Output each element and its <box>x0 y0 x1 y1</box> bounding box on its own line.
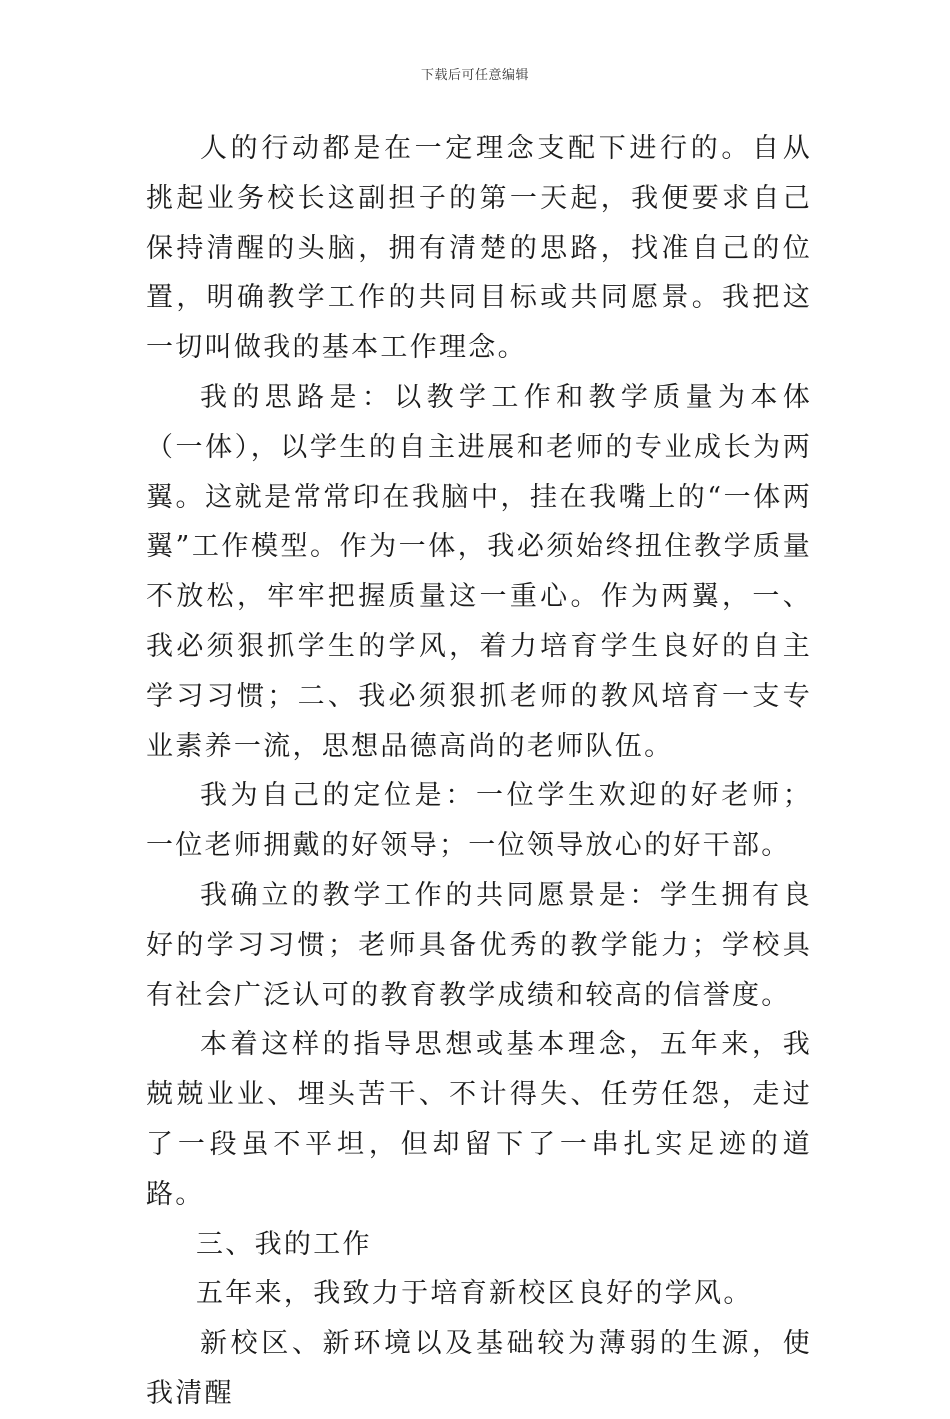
paragraph-five-years-summary: 本着这样的指导思想或基本理念，五年来，我兢兢业业、埋头苦干、不计得失、任劳任怨，走过了一段虽不平坦，但却留下了一串扎实足迹的道路。 <box>146 1029 812 1210</box>
paragraph-one-body-two-wings: 我的思路是：以教学工作和教学质量为本体（一体），以学生的自主进展和老师的专业成长为两翼。这就是常常印在我脑中，挂在我嘴上的“一体两翼”工作模型。作为一体，我必须始终扭住教学质量不放松，牢牢把握质量这一重心。作为两翼，一、我必须狠抓学生的学风，着力培育学生良好的自主学习习惯；二、我必须狠抓老师的教风培育一支专业素养一流，思想品德高尚的老师队伍。 <box>146 381 812 762</box>
paragraph-new-campus: 新校区、新环境以及基础较为薄弱的生源，使我清醒 <box>146 1328 812 1409</box>
paragraph-study-style: 五年来，我致力于培育新校区良好的学风。 <box>196 1278 753 1310</box>
document-body <box>146 124 812 1419</box>
paragraph-shared-vision: 我确立的教学工作的共同愿景是：学生拥有良好的学习习惯；老师具备优秀的教学能力；学校具有社会广泛认可的教育教学成绩和较高的信誉度。 <box>146 879 812 1011</box>
page-header-note: 下载后可任意编辑 <box>420 68 529 83</box>
paragraph-work-philosophy: 人的行动都是在一定理念支配下进行的。自从挑起业务校长这副担子的第一天起，我便要求自己保持清醒的头脑，拥有清楚的思路，找准自己的位置，明确教学工作的共同目标或共同愿景。我把这一切叫做我的基本工作理念。 <box>146 133 812 364</box>
section-heading-my-work: 三、我的工作 <box>196 1228 372 1260</box>
paragraph-self-positioning: 我为自己的定位是：一位学生欢迎的好老师；一位老师拥戴的好领导；一位领导放心的好干部。 <box>146 780 812 862</box>
